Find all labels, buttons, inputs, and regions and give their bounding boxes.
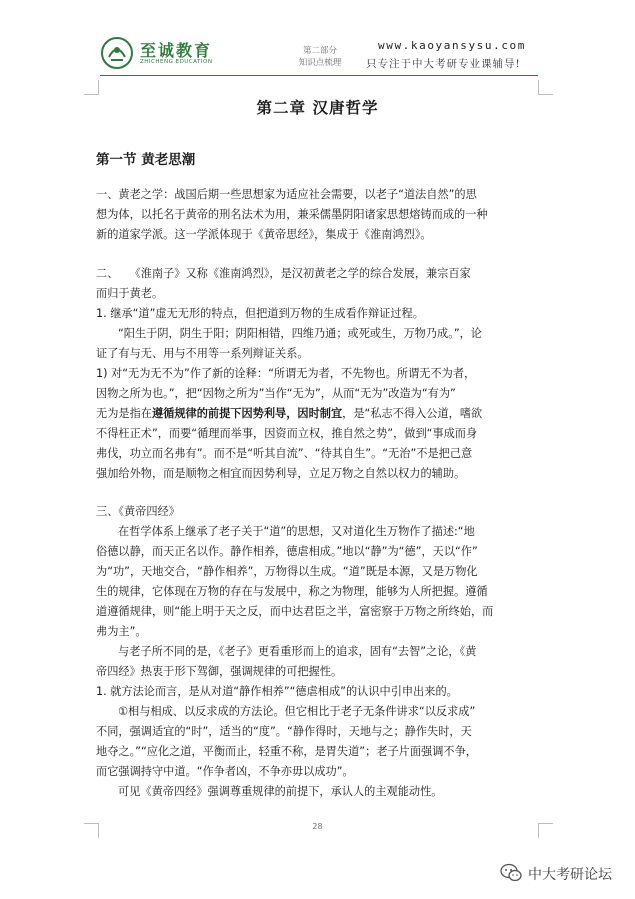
text-line: 因物之所为也。”，把“因物之所为”当作“无为”，从而“无为”改造为“有为” (96, 387, 456, 400)
text-line: 地夺之。”“应化之道，平衡而止，轻重不称，是胃失道”；老子片面强调不争， (96, 745, 477, 758)
chapter-title: 第二章 汉唐哲学 (256, 98, 379, 117)
text-line: 而它强调持守中道。“作争者凶，不争亦毋以成功”。 (96, 765, 354, 778)
logo-emblem-icon (100, 36, 134, 70)
text-line: 弗伐，功立而名弗有”。而不是“听其自流”、“待其自生”。“无治”不是把己意 (96, 447, 473, 460)
section-title: 第一节 黄老思潮 (96, 152, 196, 168)
text-line: 二、 《淮南子》又称《淮南鸿烈》，是汉初黄老之学的综合发展，兼宗百家 (96, 267, 471, 280)
text-span: 无为是指在 (96, 407, 152, 420)
page-number: 28 (312, 822, 323, 831)
text-line: 与老子所不同的是，《老子》更看重形而上的追求，固有“去智”之论，《黄 (118, 645, 477, 658)
text-line: 三、《黄帝四经》 (96, 505, 180, 518)
text-line: 一、黄老之学：战国后期一些思想家为适应社会需要，以老子“道法自然”的思 (96, 188, 477, 201)
paragraph-huanglao-definition (96, 185, 546, 245)
part-label: 第二部分 (302, 46, 337, 56)
text-line: 而归于黄老。 (96, 287, 164, 300)
text-line: 1) 对“无为无不为”作了新的诠释：“所谓无为者，不先物也。所谓无不为者， (96, 367, 476, 380)
logo (100, 36, 230, 70)
text-line: 不同，强调适宜的“时”，适当的“度”。“静作得时，天地与之；静作失时，天 (96, 725, 472, 738)
text-line: 不得枉正术”，而要“循理而举事，因资而立权，推自然之势”，做到“事成而身 (96, 427, 478, 440)
text-line: 弗为主”。 (96, 625, 147, 638)
header-divider (100, 75, 538, 76)
text-span: ，是“私志不得入公道，嗜欲 (342, 407, 483, 420)
text-line: 帝四经》热衷于形下驾御，强调规律的可把握性。 (96, 665, 343, 678)
crop-mark-top-right (538, 80, 553, 95)
crop-mark-top-left (84, 80, 99, 95)
text-line: 道遵循规律，则“能上明于天之反，而中达君臣之半，富密察于万物之所终始，而 (96, 605, 494, 618)
text-line: 1. 继承“道”虚无无形的特点，但把道到万物的生成看作辩证过程。 (96, 307, 424, 320)
wechat-icon (500, 863, 522, 883)
logo-english-name: ZHICHENG EDUCATION (140, 59, 213, 65)
logo-chinese-name: 至诚教育 (140, 41, 213, 60)
text-line: 可见《黄帝四经》强调尊重规律的前提下，承认人的主观能动性。 (118, 785, 443, 798)
bold-emphasis: 遵循规律的前提下因势利导，因时制宜 (151, 407, 343, 420)
paragraph-huangdi-sijing (96, 502, 546, 802)
header-part-label (280, 45, 360, 69)
watermark-text: 中大考研论坛 (528, 867, 612, 883)
part-subtitle: 知识点梳理 (298, 58, 342, 68)
text-line: 证了有与无、用与不用等一系列辩证关系。 (96, 347, 309, 360)
text-line: ①相与相成、以反求成的方法论。但它相比于老子无条件讲求“以反求成” (118, 705, 476, 718)
text-line: 强加给外物，而是顺物之相宜而因势利导，立足万物之自然以权力的辅助。 (96, 467, 466, 480)
text-line: 在哲学体系上继承了老子关于“道”的思想，又对道化生万物作了描述:“地 (118, 525, 475, 538)
text-line: 为“功”，天地交合，“静作相养”，万物得以生成。“道”既是本源，又是万物化 (96, 565, 478, 578)
text-line: 俗德以静，而天正名以作。静作相养，德虐相成。”地以“静”为“德”，天以“作” (96, 545, 478, 558)
text-line: 新的道家学派。这一学派体现于《黄帝思经》，集成于《淮南鸿烈》。 (96, 228, 432, 241)
text-line: 生的规律，它体现在万物的存在与发展中，称之为物理，能够为人所把握。遵循 (96, 585, 488, 598)
text-line: 想为体，以托名于黄帝的刑名法术为用，兼采儒墨阴阳诸家思想熔铸而成的一种 (96, 208, 488, 221)
text-line: 1. 就方法论而言，是从对道“静作相养”“德虐相成”的认识中引申出来的。 (96, 685, 458, 698)
paragraph-huainanzi (96, 264, 546, 484)
text-line-with-emphasis (96, 404, 546, 424)
header-slogan: 只专注于中大考研专业课辅导! (366, 58, 521, 70)
text-line: “阳生于阴，阴生于阳；阴阳相错，四维乃通；或死或生，万物乃成。”，论 (118, 327, 482, 340)
watermark (500, 862, 630, 884)
header-url: www.kaoyansysu.com (378, 39, 527, 52)
